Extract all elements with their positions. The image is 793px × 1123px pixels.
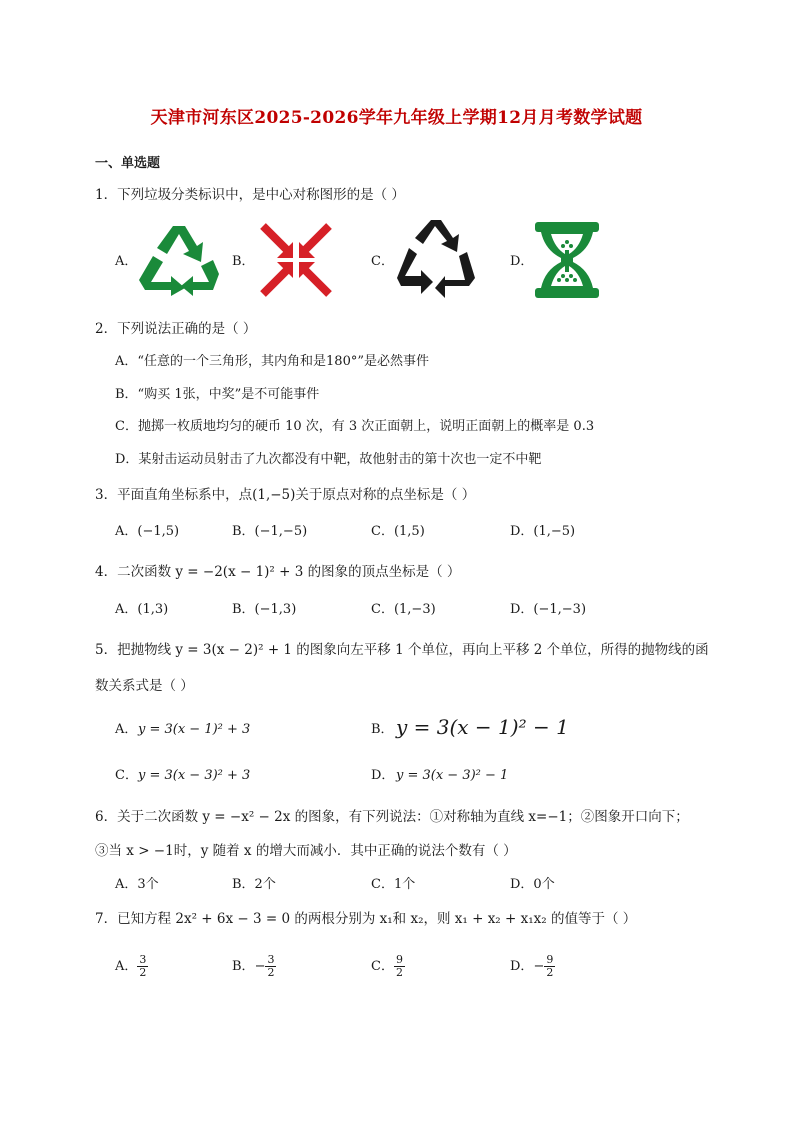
- q4-option-d: D．(−1,−3): [510, 602, 587, 617]
- q3-option-c: C．(1,5): [371, 524, 425, 539]
- q4-option-a: A．(1,3): [115, 602, 169, 617]
- question-3-stem: 3．平面直角坐标系中，点(1,−5)关于原点对称的点坐标是（ ）: [95, 487, 476, 503]
- recycle-black-icon: [395, 218, 477, 302]
- q5-option-c: y = 3(x − 3)² + 3: [138, 768, 251, 783]
- q7-option-d-numerator: 9: [546, 953, 554, 966]
- q7-option-c-denominator: 2: [395, 966, 403, 979]
- q6-option-b: B．2个: [232, 877, 276, 892]
- question-7-stem: 7．已知方程 2x² + 6x − 3 = 0 的两根分别为 x₁和 x₂，则 x₁ + x₂ + x₁x₂ 的值等于（ ）: [95, 911, 637, 927]
- q3-option-a: A．(−1,5): [115, 524, 180, 539]
- q7-option-d-label: D．: [510, 959, 534, 974]
- question-5-stem-line1: 5．把抛物线 y = 3(x − 2)² + 1 的图象向左平移 1 个单位，再向上平移 2 个单位，所得的抛物线的函: [95, 642, 709, 658]
- q7-option-a: [115, 954, 148, 979]
- q1-option-c-label: C．: [371, 254, 394, 269]
- question-5-stem-line2: 数关系式是（ ）: [95, 678, 194, 694]
- q4-option-b: B．(−1,3): [232, 602, 297, 617]
- q7-option-b-denominator: 2: [267, 966, 275, 979]
- q7-option-a-denominator: 2: [139, 966, 147, 979]
- q7-option-b: [232, 954, 276, 979]
- q2-option-b: B．“购买 1张，中奖”是不可能事件: [115, 387, 320, 402]
- q5-option-b-label: B．: [371, 722, 394, 737]
- q7-option-a-numerator: 3: [139, 953, 147, 966]
- q6-option-d: D．0个: [510, 877, 555, 892]
- q6-option-a: A．3个: [115, 877, 159, 892]
- q7-option-c-label: C．: [371, 959, 394, 974]
- q7-option-b-sign: −: [254, 959, 266, 974]
- q3-option-d: D．(1,−5): [510, 524, 576, 539]
- q7-option-b-numerator: 3: [267, 953, 275, 966]
- q5-option-d-label: D．: [371, 768, 395, 783]
- q7-option-d-sign: −: [533, 959, 545, 974]
- q6-option-c: C．1个: [371, 877, 416, 892]
- q1-option-b-label: B．: [232, 254, 255, 269]
- question-4-stem: 4．二次函数 y = −2(x − 1)² + 3 的图象的顶点坐标是（ ）: [95, 564, 461, 580]
- q7-option-d-fraction: [544, 954, 555, 979]
- q5-option-a-label: A．: [115, 722, 138, 737]
- q5-option-b: y = 3(x − 1)² − 1: [396, 715, 569, 739]
- q2-option-c: C．抛掷一枚质地均匀的硬币 10 次，有 3 次正面朝上，说明正面朝上的概率是 0.3: [115, 419, 595, 434]
- q7-option-c-fraction: [394, 954, 405, 979]
- q4-option-c: C．(1,−3): [371, 602, 436, 617]
- question-2-stem: 2．下列说法正确的是（ ）: [95, 321, 257, 337]
- q5-option-d: y = 3(x − 3)² − 1: [396, 768, 509, 783]
- q3-option-b: B．(−1,−5): [232, 524, 308, 539]
- q7-option-d-denominator: 2: [546, 966, 554, 979]
- section-heading: 一、单选题: [95, 156, 161, 171]
- q2-option-a: A．“任意的一个三角形，其内角和是180°”是必然事件: [115, 354, 429, 369]
- page-title: 天津市河东区2025-2026学年九年级上学期12月月考数学试题: [150, 108, 643, 128]
- q7-option-a-label: A．: [115, 959, 138, 974]
- q1-option-d-label: D．: [510, 254, 534, 269]
- q7-option-a-fraction: [137, 954, 148, 979]
- red-arrows-icon: [257, 222, 335, 298]
- q7-option-c: [371, 954, 405, 979]
- recycle-green-icon: [137, 222, 221, 298]
- question-6-stem-line1: 6．关于二次函数 y = −x² − 2x 的图象，有下列说法：①对称轴为直线 x=−1；②图象开口向下；: [95, 809, 689, 825]
- q7-option-b-fraction: [265, 954, 276, 979]
- q5-option-a: y = 3(x − 1)² + 3: [138, 722, 251, 737]
- q1-option-a-label: A．: [115, 254, 138, 269]
- hourglass-green-icon: [533, 220, 601, 300]
- q7-option-b-label: B．: [232, 959, 255, 974]
- q7-option-c-numerator: 9: [395, 953, 403, 966]
- q5-option-c-label: C．: [115, 768, 138, 783]
- q7-option-d: [510, 954, 555, 979]
- question-6-stem-line2: ③当 x > −1时，y 随着 x 的增大而减小．其中正确的说法个数有（ ）: [95, 843, 517, 859]
- q2-option-d: D．某射击运动员射击了九次都没有中靶，故他射击的第十次也一定不中靶: [115, 452, 542, 467]
- question-1-stem: 1．下列垃圾分类标识中，是中心对称图形的是（ ）: [95, 187, 405, 203]
